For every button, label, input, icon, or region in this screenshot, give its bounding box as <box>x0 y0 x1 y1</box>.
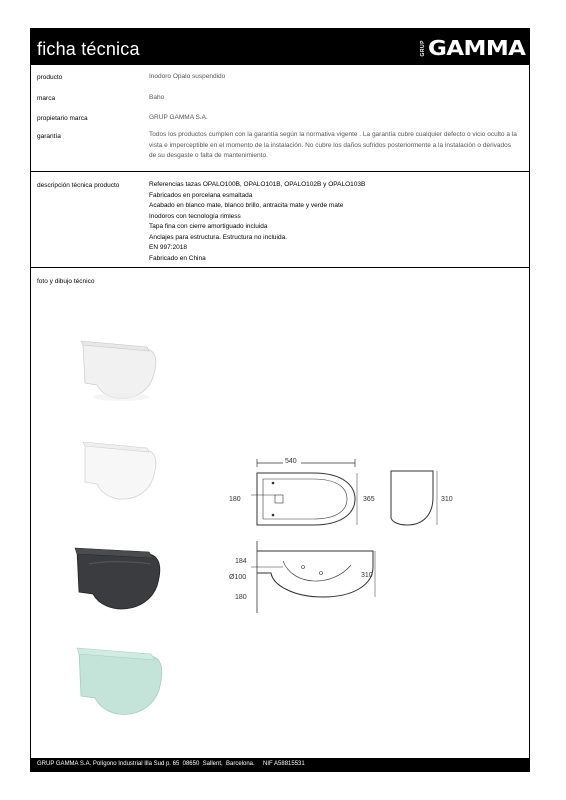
value-producto: Inodoro Opalo suspendido <box>149 73 226 80</box>
photo-antracita-mate <box>69 534 169 619</box>
value-propietario: GRUP GAMMA S.A. <box>149 114 208 121</box>
divider <box>31 267 529 268</box>
brand-logo <box>420 35 525 61</box>
value-marca: Baho <box>149 94 165 101</box>
dim-180-bottom: 180 <box>235 594 247 601</box>
dim-540: 540 <box>285 458 297 465</box>
photo-verde-mate <box>69 632 169 727</box>
desc-line: Anclajes para estructura. Estructura no incluida. <box>149 233 288 241</box>
desc-line: EN 997:2018 <box>149 244 187 251</box>
desc-line: Referencias tazas OPALO100B, OPALO101B, OPALO102B y OPALO103B <box>149 181 366 188</box>
brand-small: GRUP <box>420 39 427 57</box>
label-garantia: garantía <box>37 133 61 140</box>
dim-d100: Ø100 <box>229 574 247 581</box>
datasheet <box>30 28 530 772</box>
dim-310-side: 310 <box>441 496 453 503</box>
footer-bar <box>31 758 529 771</box>
drawing-top-view <box>223 451 393 531</box>
desc-line: Tapa fina con cierre amortiguado incluida <box>149 223 268 230</box>
label-producto: producto <box>37 74 63 81</box>
dim-310-front: 310 <box>361 572 373 579</box>
drawing-side-view <box>387 467 467 531</box>
garantia-line: Todos los productos cumplen con la garantía según la normativa vigente . La garantía cubre cualquier defecto o vicio oculto a la <box>149 131 517 138</box>
page-title: ficha técnica <box>37 39 140 59</box>
garantia-line: vista e imperceptible en el momento de la instalación. No cubre los daños sufridos posteriormente a la instalación o derivados <box>149 141 512 149</box>
dim-184: 184 <box>235 558 247 565</box>
desc-line: Acabado en blanco mate, blanco brillo, antracita mate y verde mate <box>149 202 344 209</box>
desc-line: Fabricado en China <box>149 254 206 262</box>
divider <box>31 171 529 172</box>
label-foto: foto y dibujo técnico <box>37 278 95 285</box>
header-bar <box>31 29 529 65</box>
photo-blanco-mate <box>75 329 165 409</box>
drawing-front-view <box>223 537 393 617</box>
dim-365: 365 <box>363 496 375 503</box>
label-descripcion: descripción técnica producto <box>37 182 120 189</box>
value-garantia <box>149 130 517 162</box>
garantia-line: de su desgaste o falta de mantenimiento. <box>149 152 268 159</box>
brand-name: GAMMA <box>428 36 526 60</box>
desc-line: Fabricados en porcelana esmaltada <box>149 191 253 199</box>
label-marca: marca <box>37 95 56 102</box>
photo-blanco-brillo <box>75 432 165 512</box>
footer-address: GRUP GAMMA S.A. Polígono Industrial Illa Sud p. 65 08650 Sallent, Barcelona. NIF A58815531 <box>37 761 305 767</box>
label-propietario: propietario marca <box>37 115 88 122</box>
desc-line: Inodoros con tecnología rimless <box>149 212 241 220</box>
dim-180-top: 180 <box>229 496 241 503</box>
value-descripcion <box>149 180 365 264</box>
